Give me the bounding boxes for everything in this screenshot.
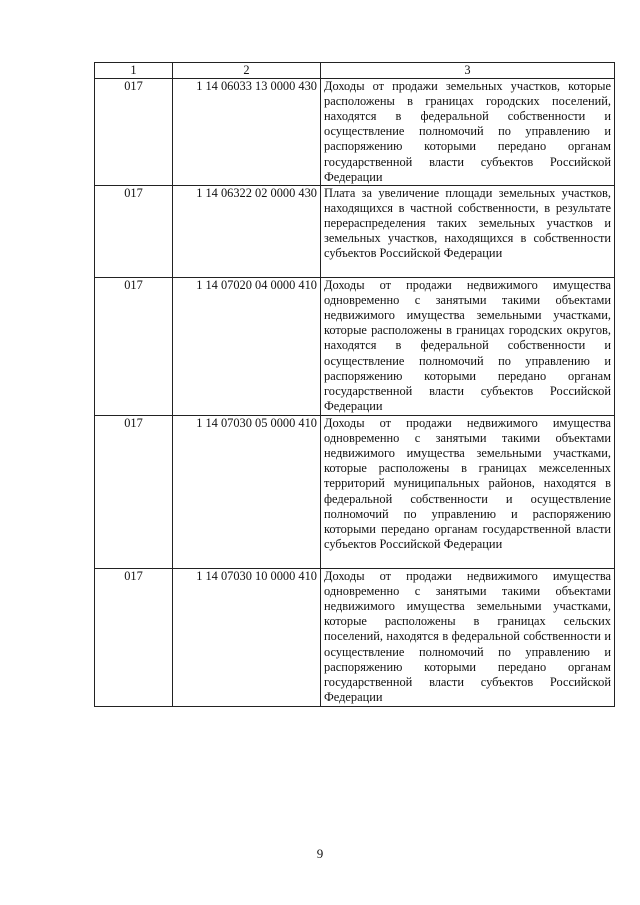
description-cell: Доходы от продажи недвижимого имущества одновременно с занятыми такими объектами недвижимого имущества земельными участками, которые расположены в границах межселенных территорий муниципальных районов, находятся в федеральной собственности и осуществление полномочий по управлению и распоряжению которыми передано органам государственной власти субъектов Российской Федерации — [321, 416, 615, 569]
table-row — [95, 416, 615, 569]
table-row — [95, 186, 615, 278]
admin-code-cell: 017 — [95, 416, 173, 569]
table-row — [95, 569, 615, 707]
column-header-2: 2 — [173, 63, 321, 79]
table-header-row — [95, 63, 615, 79]
kbk-code-cell: 1 14 07020 04 0000 410 — [173, 278, 321, 416]
column-header-1: 1 — [95, 63, 173, 79]
column-header-3: 3 — [321, 63, 615, 79]
kbk-code-cell: 1 14 06033 13 0000 430 — [173, 79, 321, 186]
description-cell: Плата за увеличение площади земельных участков, находящихся в частной собственности, в результате перераспределения таких земельных участков и земельных участков, находящихся в собственности субъектов Российской Федерации — [321, 186, 615, 278]
description-cell: Доходы от продажи недвижимого имущества одновременно с занятыми такими объектами недвижимого имущества земельными участками, которые расположены в границах городских округов, находятся в федеральной собственности и осуществление полномочий по управлению и распоряжению которыми передано органам государственной власти субъектов Российской Федерации — [321, 278, 615, 416]
admin-code-cell: 017 — [95, 278, 173, 416]
admin-code-cell: 017 — [95, 186, 173, 278]
kbk-code-cell: 1 14 06322 02 0000 430 — [173, 186, 321, 278]
kbk-code-cell: 1 14 07030 10 0000 410 — [173, 569, 321, 707]
table-row — [95, 79, 615, 186]
admin-code-cell: 017 — [95, 569, 173, 707]
table-row — [95, 278, 615, 416]
description-cell: Доходы от продажи земельных участков, которые расположены в границах городских поселений, находятся в федеральной собственности и осуществление полномочий по управлению и распоряжению которыми передано органам государственной власти субъектов Российской Федерации — [321, 79, 615, 186]
page-number: 9 — [316, 846, 324, 861]
revenue-codes-table — [94, 62, 615, 707]
description-cell: Доходы от продажи недвижимого имущества одновременно с занятыми такими объектами недвижимого имущества земельными участками, которые расположены в границах сельских поселений, находятся в федеральной собственности и осуществление полномочий по управлению и распоряжению которыми передано органам государственной власти субъектов Российской Федерации — [321, 569, 615, 707]
admin-code-cell: 017 — [95, 79, 173, 186]
kbk-code-cell: 1 14 07030 05 0000 410 — [173, 416, 321, 569]
